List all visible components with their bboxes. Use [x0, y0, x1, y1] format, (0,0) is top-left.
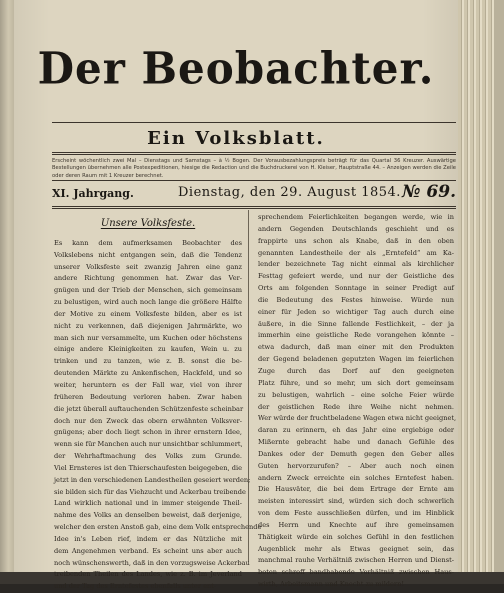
text-line: Viel Ernsteres ist den Thierschaufesten beigegeben, die [54, 463, 242, 472]
text-line: meisten interessirt sind, würden sich doch schwerlich [258, 497, 454, 506]
text-line: noch wünschenswerth, daß in den vorzugsweise Ackerbau [54, 558, 250, 567]
text-line: Idee in's Leben rief, indem er das Nützliche mit [54, 534, 242, 543]
text-line: Mißernte gebracht habe und danach Gefühle des [258, 438, 454, 447]
text-line: Volkslebens nicht entgangen sein, daß die Tendenz [54, 250, 242, 259]
text-line: andern Gegenden Deutschlands geschieht und es [258, 224, 454, 233]
text-line: doch nur den Zweck das obern erwähnten Volksver- [54, 416, 242, 425]
text-line: sprechendem Feierlichkeiten begangen werde, wie in [258, 213, 454, 221]
right-column-text [258, 212, 457, 591]
text-line: Es kann dem aufmerksamen Beobachter des [54, 238, 242, 247]
text-line: Land wirklich national und in immer steigende Theil- [54, 499, 242, 508]
column-divider [248, 210, 249, 562]
issue-date: Dienstag, den 29. August 1854. [178, 185, 401, 200]
left-column-text [54, 238, 262, 593]
text-line: man sich nur versammelte, um Kuchen oder höchstens [54, 333, 242, 342]
text-line: lender bezeichnete Tag nicht einmal als kirchlicher [258, 260, 454, 269]
text-line: Festtag gefeiert werde, und nur der Geistliche des [258, 272, 454, 281]
text-line: unserer Volksfeste seit zwanzig Jahren eine ganz [54, 262, 242, 271]
subtitle-rule [52, 152, 456, 155]
text-line: der geistlichen Rede ihre Weihe nicht nehmen. [258, 402, 454, 411]
text-line: Thätigkeit würde ein solches Gefühl in den festlichen [258, 532, 454, 541]
text-line: sie bilden sich für das Viehzucht und Ackerbau treibende [54, 487, 246, 496]
text-line: von dem Feste ausschließen dürfen, und im Hinblick [258, 509, 454, 518]
text-line: trinken und zu tanzen, wie z. B. sonst die be- [54, 357, 242, 366]
masthead-rule [52, 122, 456, 123]
issue-number: № 69. [402, 182, 456, 202]
text-line: genannten Landestheile der als „Erntefeld“ am Ka- [258, 248, 454, 257]
book-cover-edge [494, 0, 504, 584]
text-line: welcher den ersten Anstoß gab, eine dem Volk entsprechende [54, 523, 262, 532]
text-line: Orts am folgenden Sonntage in seiner Predigt auf [258, 284, 454, 293]
text-line: nahme des Volks an denselben beweist, daß derjenige, [54, 511, 242, 520]
text-line: der Wehrhaftmachung des Volks zum Grunde. [54, 452, 242, 461]
text-line: frappirte uns schon als Knabe, daß in den oben [258, 236, 454, 245]
text-line: einige andere Kleinigkeiten zu kaufen, Wein u. zu [54, 345, 242, 354]
book-binding [0, 0, 14, 584]
text-line: manchmal rauhe Verhältniß zwischen Herren und Dienst- [258, 556, 454, 565]
text-line: Dankes oder der Demuth gegen den Geber alles [258, 449, 454, 458]
text-line: Wer würde der fruchtbeladene Wagen etwa nicht geeignet, [258, 414, 457, 423]
volume-label: XI. Jahrgang. [52, 187, 134, 200]
text-line: Guten hervorzurufen? – Aber auch noch einen [258, 461, 454, 470]
article-right-column [258, 212, 457, 591]
text-line: Zuge durch das Dorf auf den geeigneten [258, 366, 454, 375]
masthead-subtitle: Ein Volksblatt. [147, 128, 325, 149]
text-line: daran zu erinnern, eh das Jahr eine ergiebige oder [258, 426, 454, 435]
text-line: andern Zweck erreichte ein solches Erntefest haben. [258, 473, 454, 482]
imprint-notice: Erscheint wöchentlich zwei Mal – Dienstags und Samstags – à ½ Bogen. Der Vorausbezahlungspreis beträgt für das Quartal 36 Kreuzer. Auswärtige Bestellungen übernehmen alle Postexpeditionen, hiesige die Redaction und die Buchdruckerei von H. Kleiser, Hauptstraße 44. – Anzeigen werden die Zeile oder deren Raum mit 1 Kreuzer berechnet. [52, 158, 456, 179]
text-line: jetzt in den verschiedenen Landestheilen geseiert werden; [54, 475, 251, 484]
text-line: gnügens; aber doch liegt schon in ihrer ernstern Idee, [54, 428, 242, 437]
text-line: die Bedeutung des Festes hinweise. Würde nun [258, 295, 454, 304]
text-line: nicht zu verkennen, daß diejenigen Jahrmärkte, wo [54, 321, 242, 330]
issue-line [52, 180, 456, 206]
text-line: etwa dadurch, daß man einer mit den Produkten [258, 343, 454, 352]
text-line: zu belustigen, wahrlich – eine solche Feier würde [258, 390, 454, 399]
text-line: treibenden Theilen des Landes, wie z. B. im Jeverland [54, 570, 242, 579]
text-line: und der Tag des Erntefestes ebenfalls unter ent- [54, 582, 217, 591]
text-line: Augenblick mehr als Etwas geeignet sein, das [258, 544, 454, 553]
text-line: früheren Bedeutung verloren haben. Zwar haben [54, 392, 242, 401]
text-line: Die Hausväter, die bei dem Ertrage der Ernte am [258, 485, 454, 494]
text-line: des Herrn und Knechte auf ihre gemeinsamen [258, 520, 454, 529]
text-line: wenn sie für Manchen auch nur unsichtbar schlummert, [54, 440, 243, 449]
text-line: boten schroff bandhabende Verhältniß zwischen Haus- [258, 568, 454, 577]
text-line: weiter, heruntern es der Fall war, viel von ihrer [54, 380, 242, 389]
text-line: Platz führe, und so mehr, um sich dort gemeinsam [258, 378, 454, 387]
text-line: äußere, in die Sinne fallende Festlichkeit, – der ja [258, 319, 454, 328]
masthead-title: Der Beobachter. [37, 42, 435, 95]
text-line: gnügen und der Trieb der Menschen, sich gemeinsam [54, 286, 242, 295]
text-line: einer für Jeden so wichtiger Tag auch durch eine [258, 307, 454, 316]
text-line: der Motive zu einem Volksfeste bilden, aber es ist [54, 309, 242, 318]
article-left-column [54, 212, 262, 593]
text-line: deutenden Märkte zu Ankenfischen, Hackfeld, und so [54, 369, 242, 378]
text-line: die jetzt überall auftauchenden Schützenfeste scheinbar [54, 404, 244, 413]
page-edges [458, 0, 504, 584]
text-line: dem Angenehmen verband. Es scheint uns aber auch [54, 546, 242, 555]
header-rule [52, 206, 456, 209]
text-line: wirth, Arbeitsmann und Knecht zu mildern! [258, 580, 404, 589]
text-line: zu belustigen, wird auch noch lange die größere Hälfte [54, 298, 242, 307]
article-title: Unsere Volksfeste. [100, 218, 196, 229]
text-line: immerhin eine geistliche Rede vorangehen könnte – [258, 331, 454, 340]
text-line: der Gegend beladenen geputzten Wagen im feierlichen [258, 355, 454, 364]
text-line: andere Richtung genommen hat. Zwar das Ver- [54, 274, 242, 283]
